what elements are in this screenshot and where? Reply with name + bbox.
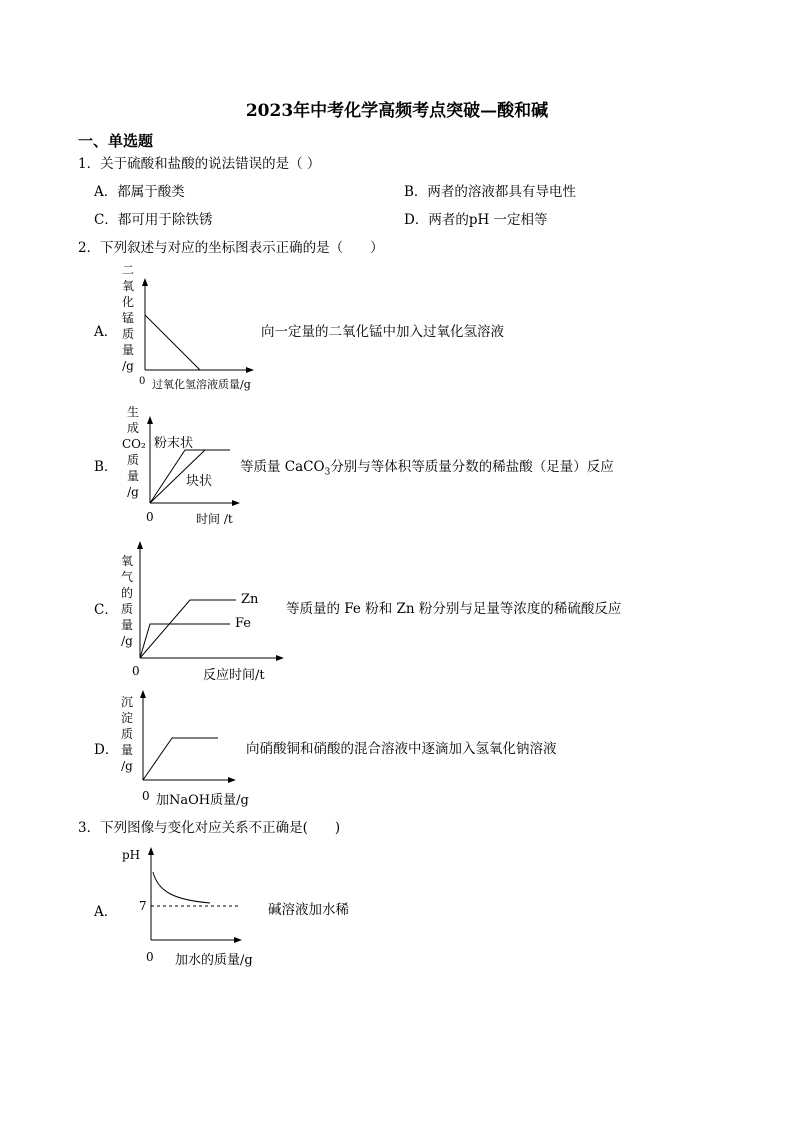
q2d-y-char: 量 — [120, 743, 133, 757]
page-title: 2023年中考化学高频考点突破—酸和碱 — [245, 101, 549, 121]
q3-option-a-label[interactable]: A． — [94, 904, 118, 920]
section-heading: 一、单选题 — [78, 132, 154, 150]
q2a-y-char: 量 — [121, 343, 134, 357]
q2a-y-char: /g — [122, 359, 134, 373]
q2d-y-char: 质 — [120, 727, 133, 741]
q2-option-c-label[interactable]: C． — [94, 602, 118, 618]
q2c-fe-label: Fe — [235, 616, 252, 631]
q1-option-d[interactable]: D．两者的pH 一定相等 — [404, 212, 548, 228]
q2a-y-char: 锰 — [121, 311, 134, 325]
question-1-stem: 1．关于硫酸和盐酸的说法错误的是（ ） — [78, 156, 321, 172]
q2c-y-char: 氧 — [120, 554, 133, 568]
q2-option-a-label[interactable]: A． — [94, 324, 118, 340]
q2c-y-char: 质 — [120, 602, 133, 616]
q2c-origin: 0 — [132, 664, 140, 678]
q2c-description: 等质量的 Fe 粉和 Zn 粉分别与足量等浓度的稀硫酸反应 — [286, 601, 622, 617]
q2-option-b-label[interactable]: B． — [94, 459, 118, 475]
q1-option-b[interactable]: B．两者的溶液都具有导电性 — [404, 184, 576, 200]
q2b-lump-label: 块状 — [186, 474, 213, 489]
q3a-curve — [153, 872, 210, 903]
q2b-y-char: 质 — [126, 453, 139, 467]
q3a-y-arrow — [148, 847, 154, 855]
q3a-x-arrow — [234, 937, 242, 943]
q2a-y-char: 化 — [121, 295, 134, 309]
q2a-x-axis-label: 过氧化氢溶液质量/g — [152, 378, 251, 391]
q2b-y-char: 生 — [126, 405, 139, 419]
q2-option-d-label[interactable]: D． — [94, 742, 119, 758]
q2c-x-axis-label: 反应时间/t — [203, 668, 265, 683]
q2b-y-char: CO₂ — [122, 437, 146, 451]
q2c-y-char: 量 — [120, 618, 133, 632]
q2a-origin: 0 — [139, 376, 146, 387]
q3a-x-axis-label: 加水的质量/g — [175, 953, 253, 968]
q2a-y-char: 氧 — [121, 279, 134, 293]
q3a-y-axis-label: pH — [122, 848, 141, 862]
q2c-y-char: /g — [121, 634, 133, 648]
q2b-y-char: /g — [127, 485, 139, 499]
q1-option-c[interactable]: C．都可用于除铁锈 — [94, 212, 213, 228]
q2d-y-char: /g — [121, 759, 133, 773]
q2b-x-axis-label: 时间 /t — [196, 512, 233, 526]
q2c-zn-label: Zn — [241, 592, 259, 607]
q3a-origin: 0 — [146, 950, 154, 964]
q2a-y-char: 二 — [121, 263, 134, 277]
q2b-y-char: 量 — [126, 469, 139, 483]
q3a-description: 碱溶液加水稀 — [268, 902, 349, 918]
q1-option-a[interactable]: A．都属于酸类 — [94, 184, 185, 200]
q2d-y-char: 沉 — [120, 695, 133, 709]
q2b-origin: 0 — [146, 510, 154, 524]
q2b-powder-label: 粉末状 — [154, 436, 194, 451]
q2d-origin: 0 — [142, 789, 150, 803]
q2b-y-char: 成 — [126, 421, 139, 435]
question-2-stem: 2．下列叙述与对应的坐标图表示正确的是（ ） — [78, 240, 384, 256]
q2d-description: 向硝酸铜和硝酸的混合溶液中逐滴加入氢氧化钠溶液 — [246, 741, 557, 757]
q2d-x-axis-label: 加NaOH质量/g — [156, 793, 249, 808]
q2d-y-char: 淀 — [120, 711, 133, 725]
q2a-description: 向一定量的二氧化锰中加入过氧化氢溶液 — [261, 324, 504, 340]
q2c-y-char: 的 — [120, 586, 133, 600]
question-3-stem: 3．下列图像与变化对应关系不正确是( ) — [78, 820, 341, 836]
q2b-description: 等质量 CaCO$_3$分别与等体积等质量分数的稀盐酸（足量）反应 — [240, 459, 614, 478]
q2a-y-char: 质 — [121, 327, 134, 341]
q3a-ref-label: 7 — [139, 899, 147, 913]
q2c-y-char: 气 — [120, 570, 133, 584]
